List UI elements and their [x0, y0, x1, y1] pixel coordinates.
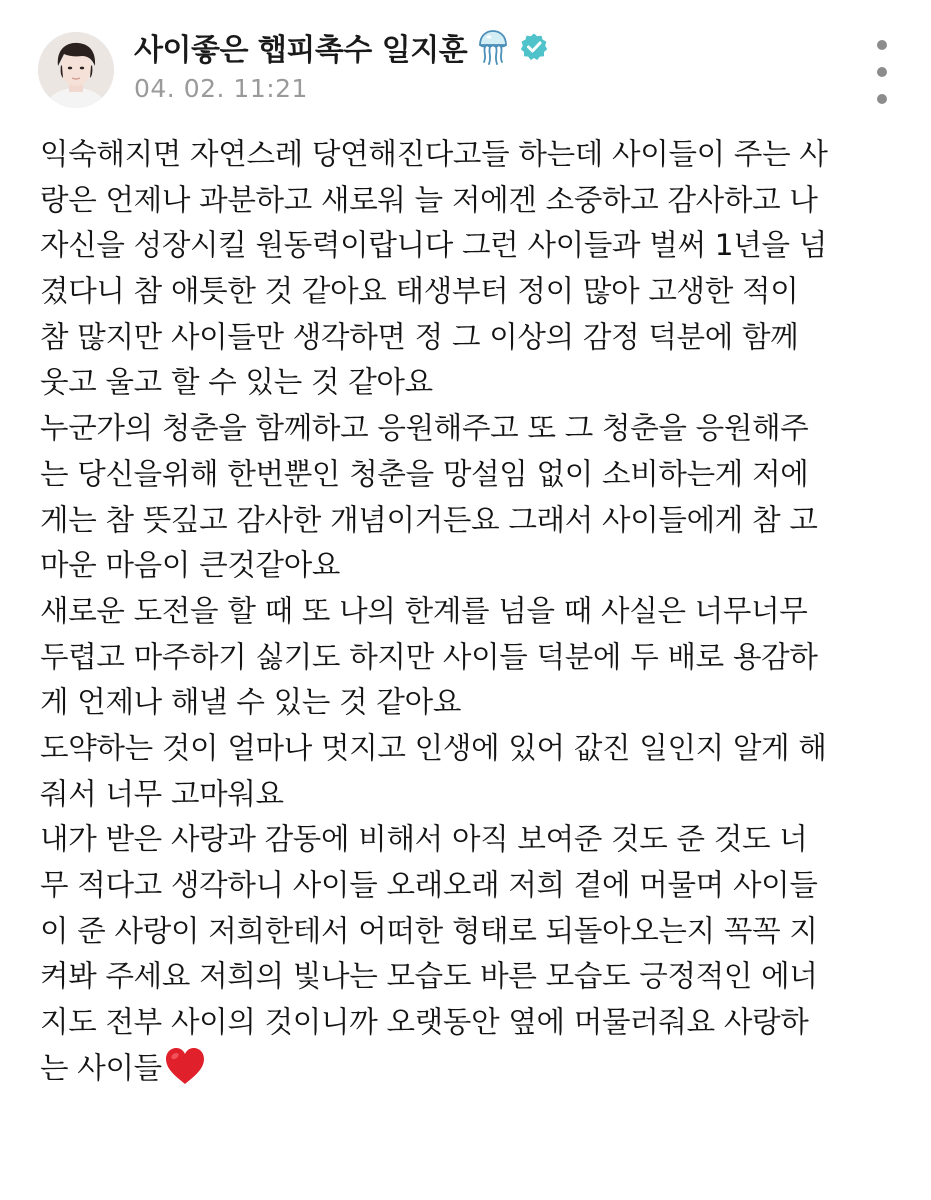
post-line: 게는 참 뜻깊고 감사한 개념이거든요 그래서 사이들에게 참 고 [40, 502, 818, 537]
post-line: 게 언제나 해낼 수 있는 것 같아요 [40, 685, 462, 720]
verified-check-icon [519, 32, 549, 62]
post-line: 마운 마음이 큰것같아요 [40, 548, 341, 583]
post-body [40, 132, 900, 1091]
post-line: 지도 전부 사이의 것이니까 오랫동안 옆에 머물러줘요 사랑하 [40, 1005, 809, 1040]
post-line-text: 는 사이들 [40, 1050, 162, 1085]
author-name[interactable]: 사이좋은 햅피촉수 일지훈 [134, 33, 468, 68]
post-line: 도약하는 것이 얼마나 멋지고 인생에 있어 값진 일인지 알게 해 [40, 730, 827, 765]
jellyfish-icon [477, 29, 509, 65]
avatar-photo-icon [38, 32, 114, 108]
post-line: 익숙해지면 자연스레 당연해진다고들 하는데 사이들이 주는 사 [40, 137, 828, 171]
post-line: 무 적다고 생각하니 사이들 오래오래 저희 곁에 머물며 사이들 [40, 868, 818, 902]
red-heart-icon [164, 1046, 206, 1100]
post-line: 켜봐 주세요 저희의 빛나는 모습도 바른 모습도 긍정적인 에너 [40, 959, 818, 994]
more-options-button[interactable] [862, 40, 902, 104]
post-timestamp: 04. 02. 11:21 [134, 74, 308, 103]
post-line: 웃고 울고 할 수 있는 것 같아요 [40, 365, 433, 400]
post-line: 참 많지만 사이들만 생각하면 정 그 이상의 감정 덕분에 함께 [40, 319, 799, 354]
vertical-dot [877, 94, 887, 104]
avatar[interactable] [38, 32, 114, 108]
post-line: 두렵고 마주하기 싫기도 하지만 사이들 덕분에 두 배로 용감하 [40, 639, 818, 674]
post-last-line [40, 1046, 900, 1092]
post-line: 줘서 너무 고마워요 [40, 776, 284, 811]
post-line: 새로운 도전을 할 때 또 나의 한계를 넘을 때 사실은 너무너무 [40, 593, 808, 628]
vertical-dots-icon [877, 40, 887, 50]
post-line: 랑은 언제나 과분하고 새로워 늘 저에겐 소중하고 감사하고 나 [40, 182, 818, 217]
author-row [134, 26, 549, 68]
post-line: 내가 받은 사랑과 감동에 비해서 아직 보여준 것도 준 것도 너 [40, 822, 808, 857]
vertical-dot [877, 67, 887, 77]
post-line: 누군가의 청춘을 함께하고 응원해주고 또 그 청춘을 응원해주 [40, 411, 809, 446]
post-header [0, 0, 931, 130]
post-line: 는 당신을위해 한번뿐인 청춘을 망설임 없이 소비하는게 저에 [40, 456, 809, 491]
post-line: 이 준 사랑이 저희한테서 어떠한 형태로 되돌아오는지 꼭꼭 지 [40, 913, 818, 948]
post-line: 자신을 성장시킬 원동력이랍니다 그런 사이들과 벌써 1년을 넘 [40, 228, 827, 263]
post-line: 겼다니 참 애틋한 것 같아요 태생부터 정이 많아 고생한 적이 [40, 274, 799, 309]
